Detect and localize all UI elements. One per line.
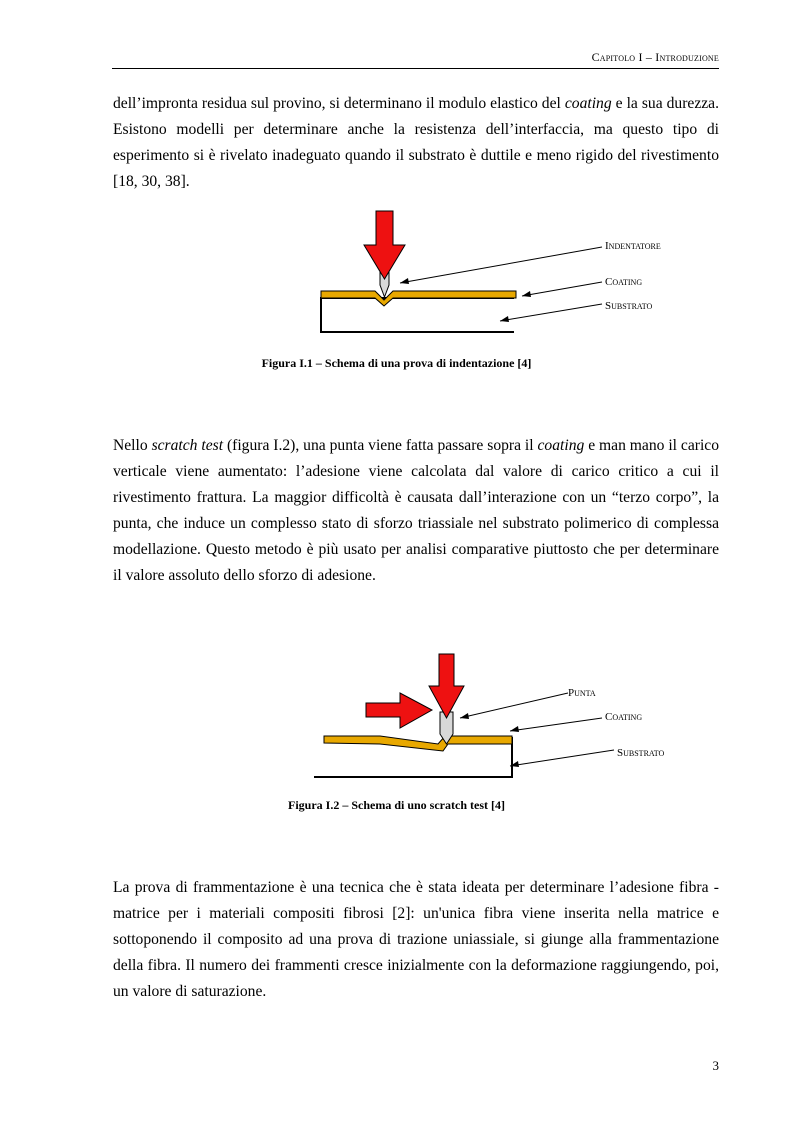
p2-italic-scratch-test: scratch test bbox=[151, 437, 224, 454]
page-number: 3 bbox=[712, 1058, 719, 1073]
label-punta: Punta bbox=[568, 687, 596, 699]
figure-1-caption: Figura I.1 – Schema di una prova di indentazione [4] bbox=[261, 356, 532, 370]
substrate-leader bbox=[500, 304, 602, 321]
substrate-outline bbox=[321, 298, 514, 332]
scratch-arrow-right bbox=[366, 693, 432, 728]
tip-leader bbox=[460, 693, 568, 718]
p1-italic-coating: coating bbox=[564, 95, 612, 112]
coating-layer bbox=[321, 291, 516, 306]
indenter-leader bbox=[400, 247, 602, 283]
coating-layer bbox=[324, 736, 512, 751]
label-indentatore: Indentatore bbox=[605, 240, 661, 252]
running-header bbox=[112, 50, 719, 69]
label-substrato: Substrato bbox=[617, 747, 665, 759]
label-coating: Coating bbox=[605, 711, 643, 723]
p2-text-c: (figura I.2), una punta viene fatta passare sopra il bbox=[223, 437, 538, 454]
coating-leader bbox=[522, 282, 602, 296]
paragraph-2 bbox=[113, 433, 719, 589]
label-coating: Coating bbox=[605, 276, 643, 288]
load-arrow-down bbox=[429, 654, 464, 718]
p1-text-a: dell’impronta residua sul provino, si determinano il modulo elastico del bbox=[113, 95, 565, 112]
figure-2-scratch-diagram bbox=[300, 648, 720, 783]
figure-1-indentation-diagram bbox=[300, 205, 720, 340]
paragraph-3: La prova di frammentazione è una tecnica che è stata ideata per determinare l’adesione fibra - matrice per i materiali compositi fibrosi [2]: un'unica fibra viene inserita nella matrice e sottoponendo il composito ad una prova di trazione uniassiale, si giunge alla frammentazione della fibra. Il numero dei frammenti cresce inizialmente con la deformazione raggiungendo, poi, un valore di saturazione. bbox=[113, 879, 719, 1000]
p2-italic-coating: coating bbox=[537, 437, 585, 454]
coating-leader bbox=[510, 718, 602, 731]
load-arrow-down bbox=[364, 211, 405, 279]
paragraph-1 bbox=[113, 91, 719, 195]
p2-text-e: e man mano il carico verticale viene aumentato: l’adesione viene calcolata dal valore di carico critico a cui il rivestimento frattura. La maggior difficoltà è causata dall’interazione con un “terzo corpo”, la punta, che induce un complesso stato di sforzo triassiale nel substrato polimerico di complessa modellazione. Questo metodo è più usato per analisi comparative piuttosto che per determinare il valore assoluto dello sforzo di adesione. bbox=[113, 437, 720, 584]
figure-2-caption: Figura I.2 – Schema di uno scratch test [4] bbox=[288, 798, 505, 812]
label-substrato: Substrato bbox=[605, 300, 653, 312]
substrate-leader bbox=[510, 750, 614, 766]
p1-text-c: e la sua durezza. Esistono modelli per determinare anche la resistenza dell’interfaccia, ma questo tipo di esperimento si è rivelato inadeguato quando il substrato è duttile e meno rigido del rivestimento [18, 30, 38]. bbox=[113, 95, 719, 190]
chapter-title: Capitolo I – Introduzione bbox=[591, 50, 719, 64]
p2-text-a: Nello bbox=[113, 437, 152, 454]
